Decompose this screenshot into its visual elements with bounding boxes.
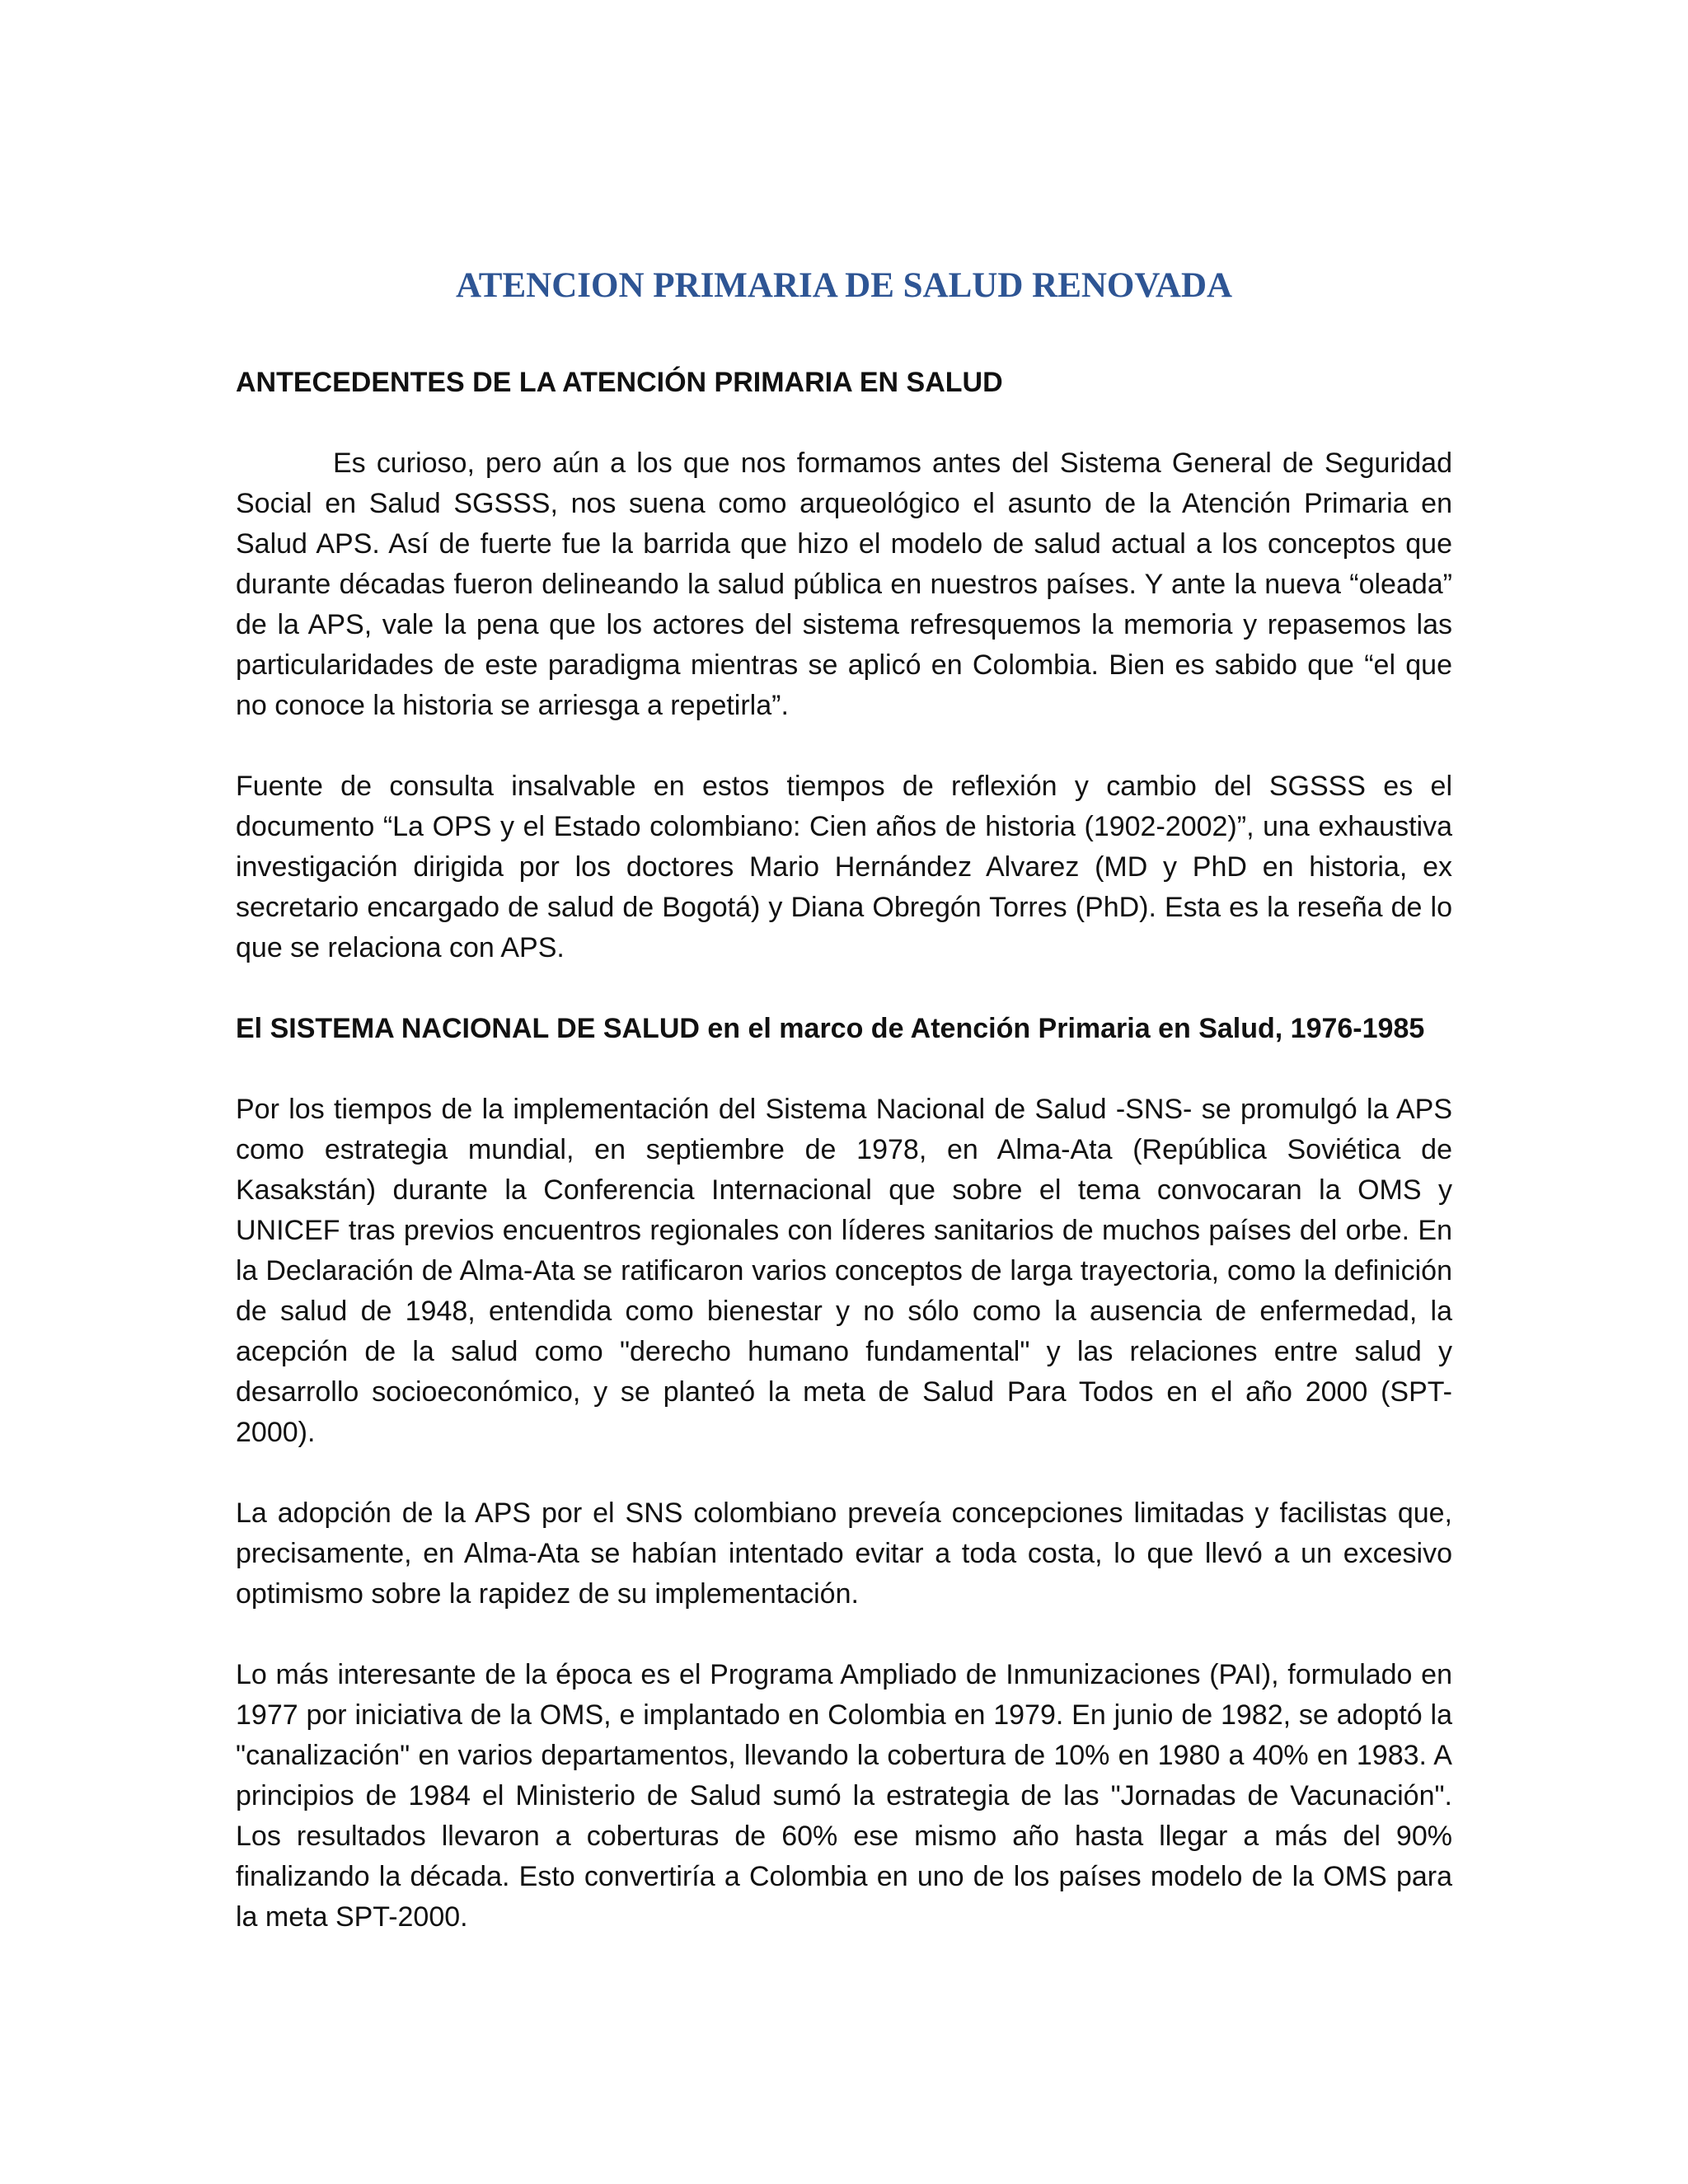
paragraph-adopcion: La adopción de la APS por el SNS colombiano preveía concepciones limitadas y facilistas que, precisamente, en Alma-Ata se habían intentado evitar a toda costa, lo que llevó a un excesivo optimismo sobre la rapidez de su implementación. xyxy=(236,1497,1452,1610)
section-heading-sns: El SISTEMA NACIONAL DE SALUD en el marco de Atención Primaria en Salud, 1976-1985 xyxy=(236,1013,1425,1044)
document-body xyxy=(236,257,1452,1938)
paragraph-pai: Lo más interesante de la época es el Programa Ampliado de Inmunizaciones (PAI), formulado en 1977 por iniciativa de la OMS, e implantado en Colombia en 1979. En junio de 1982, se adoptó la "canalización" en varios departamentos, llevando la cobertura de 10% en 1980 a 40% en 1983. A principios de 1984 el Ministerio de Salud sumó la estrategia de las "Jornadas de Vacunación". Los resultados llevaron a coberturas de 60% ese mismo año hasta llegar a más del 90% finalizando la década. Esto convertiría a Colombia en uno de los países modelo de la OMS para la meta SPT-2000. xyxy=(236,1659,1452,1933)
document-title: ATENCION PRIMARIA DE SALUD RENOVADA xyxy=(455,266,1233,305)
paragraph-fuente: Fuente de consulta insalvable en estos tiempos de reflexión y cambio del SGSSS es el documento “La OPS y el Estado colombiano: Cien años de historia (1902-2002)”, una exhaustiva investigación dirigida por los doctores Mario Hernández Alvarez (MD y PhD en historia, ex secretario encargado de salud de Bogotá) y Diana Obregón Torres (PhD). Esta es la reseña de lo que se relaciona con APS. xyxy=(236,771,1452,963)
paragraph-intro: Es curioso, pero aún a los que nos formamos antes del Sistema General de Seguridad Social en Salud SGSSS, nos suena como arqueológico el asunto de la Atención Primaria en Salud APS. Así de fuerte fue la barrida que hizo el modelo de salud actual a los conceptos que durante décadas fueron delineando la salud pública en nuestros países. Y ante la nueva “oleada” de la APS, vale la pena que los actores del sistema refresquemos la memoria y repasemos las particularidades de este paradigma mientras se aplicó en Colombia. Bien es sabido que “el que no conoce la historia se arriesga a repetirla”. xyxy=(236,448,1452,721)
paragraph-alma-ata: Por los tiempos de la implementación del Sistema Nacional de Salud -SNS- se promulgó la APS como estrategia mundial, en septiembre de 1978, en Alma-Ata (República Soviética de Kasakstán) durante la Conferencia Internacional que sobre el tema convocaran la OMS y UNICEF tras previos encuentros regionales con líderes sanitarios de muchos países del orbe. En la Declaración de Alma-Ata se ratificaron varios conceptos de larga trayectoria, como la definición de salud de 1948, entendida como bienestar y no sólo como la ausencia de enfermedad, la acepción de la salud como "derecho humano fundamental" y las relaciones entre salud y desarrollo socioeconómico, y se planteó la meta de Salud Para Todos en el año 2000 (SPT-2000). xyxy=(236,1094,1452,1448)
section-heading-antecedentes: ANTECEDENTES DE LA ATENCIÓN PRIMARIA EN SALUD xyxy=(236,367,1003,398)
